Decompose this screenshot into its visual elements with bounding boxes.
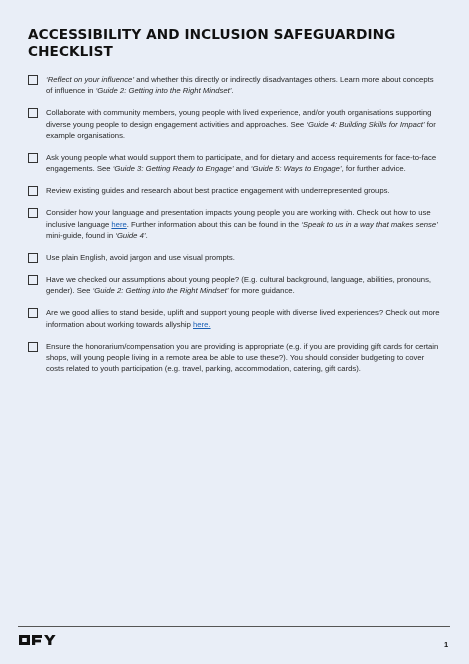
checklist-item-text bbox=[46, 152, 440, 175]
ofy-logo bbox=[18, 633, 62, 647]
text-run: Ensure the honorarium/compensation you are providing is appropriate (e.g. if you are providing gift cards for certain shops, will young people living in a remote area be able to use these?). You should consider budgeting to cover costs related to youth participation (e.g. travel, parking, accommodation, catering, gift cards). bbox=[46, 341, 439, 374]
checklist-item bbox=[28, 252, 440, 263]
text-run: . bbox=[145, 231, 148, 241]
text-run: Are we good allies to stand beside, uplift and support young people with diverse lived experiences? Check out more information about working towards allyship bbox=[46, 308, 440, 329]
checkbox[interactable] bbox=[28, 75, 38, 85]
checklist-item-text bbox=[46, 74, 440, 97]
text-run: . Further information about this can be found in the bbox=[126, 219, 302, 229]
checklist-item-text bbox=[46, 185, 440, 196]
guide-reference: ‘Guide 4: Building Skills for Impact’ bbox=[306, 119, 425, 129]
guide-reference: ‘Guide 5: Ways to Engage’ bbox=[250, 164, 342, 174]
checklist-item-text bbox=[46, 307, 440, 330]
checklist-item bbox=[28, 207, 440, 241]
checklist-item bbox=[28, 107, 440, 141]
checklist-item bbox=[28, 274, 440, 297]
checklist-item bbox=[28, 185, 440, 196]
checklist-item-text bbox=[46, 274, 440, 297]
footer-divider bbox=[18, 626, 450, 627]
guide-reference: ‘Guide 3: Getting Ready to Engage’ bbox=[112, 164, 234, 174]
checklist-item bbox=[28, 341, 440, 375]
text-run: Use plain English, avoid jargon and use visual prompts. bbox=[46, 252, 235, 262]
text-run: Collaborate with community members, young people with lived experience, and/or youth organisations supporting diverse young people to design engagement activities and approaches. See bbox=[46, 108, 432, 129]
text-run: for example organisations. bbox=[46, 119, 436, 141]
text-run: Have we checked our assumptions about young people? (E.g. cultural background, language, abilities, pronouns, gender). See bbox=[46, 274, 432, 296]
checklist-item bbox=[28, 152, 440, 175]
text-run: and whether this directly or indirectly disadvantages others. Learn more about concepts of influence in bbox=[46, 75, 434, 96]
text-run: for more guidance. bbox=[228, 286, 295, 296]
checklist bbox=[28, 74, 440, 385]
checkbox[interactable] bbox=[28, 275, 38, 285]
checkbox[interactable] bbox=[28, 186, 38, 196]
guide-reference: ‘Guide 2: Getting into the Right Mindset’ bbox=[95, 86, 232, 96]
text-run: Review existing guides and research about best practice engagement with underrepresented groups. bbox=[46, 186, 390, 196]
text-run: , for further advice. bbox=[341, 164, 406, 174]
checklist-item-text bbox=[46, 252, 440, 263]
checkbox[interactable] bbox=[28, 308, 38, 318]
text-run: Consider how your language and presentation impacts young people you are working with. Check out how to use inclusive language bbox=[46, 208, 431, 229]
checklist-item bbox=[28, 307, 440, 330]
text-run: and bbox=[233, 164, 251, 174]
checklist-item-text bbox=[46, 107, 440, 141]
checkbox[interactable] bbox=[28, 153, 38, 163]
guide-reference: ‘Speak to us in a way that makes sense’ bbox=[301, 219, 438, 229]
page-title: ACCESSIBILITY AND INCLUSION SAFEGUARDING CHECKLIST bbox=[28, 27, 396, 60]
checkbox[interactable] bbox=[28, 108, 38, 118]
checkbox[interactable] bbox=[28, 253, 38, 263]
guide-reference: ‘Guide 2: Getting into the Right Mindset’ bbox=[92, 286, 229, 296]
text-run: mini-guide, found in bbox=[46, 231, 116, 241]
checkbox[interactable] bbox=[28, 342, 38, 352]
page-number: 1 bbox=[444, 640, 449, 649]
guide-reference: ‘Guide 4’ bbox=[115, 231, 146, 241]
here-link[interactable]: here bbox=[111, 219, 127, 229]
checkbox[interactable] bbox=[28, 208, 38, 218]
checklist-item-text bbox=[46, 341, 440, 375]
guide-reference: ‘Reflect on your influence’ bbox=[46, 75, 135, 84]
checklist-item-text bbox=[46, 207, 440, 241]
here-link[interactable]: here. bbox=[193, 319, 211, 329]
text-run: . bbox=[231, 86, 234, 96]
text-run: Ask young people what would support them to participate, and for dietary and access requirements for face-to-face engagements. See bbox=[46, 153, 437, 174]
checklist-item bbox=[28, 74, 440, 97]
